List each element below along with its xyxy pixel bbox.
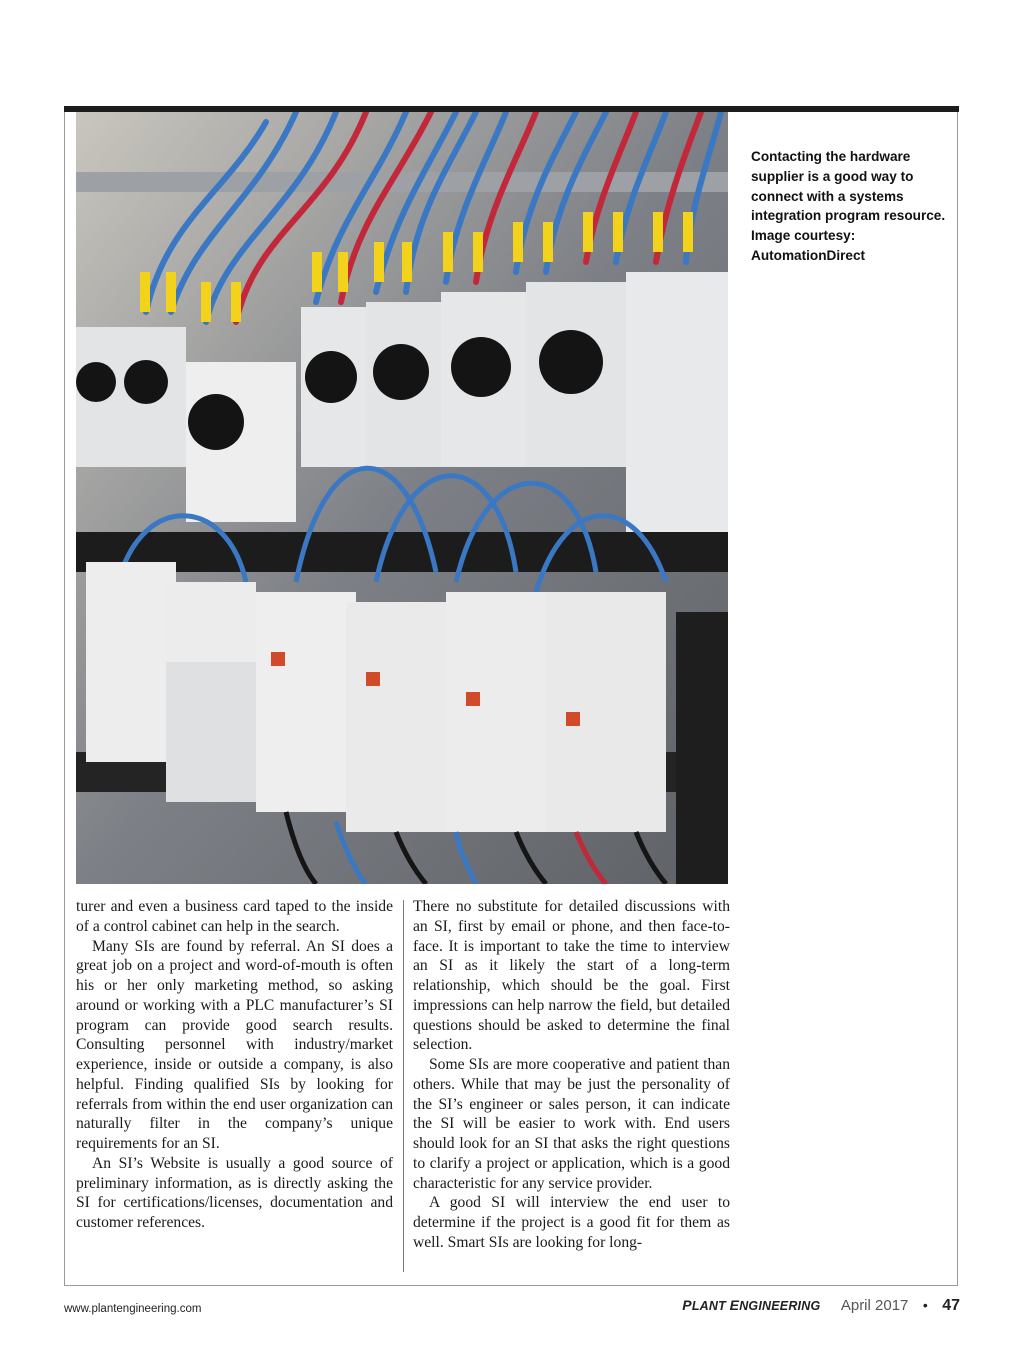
photo-caption: Contacting the hardware supplier is a good way to connect with a systems integration program resource. Image courtesy: AutomationDirect: [751, 149, 946, 263]
page-number: 47: [942, 1297, 960, 1314]
footer-folio: [682, 1297, 960, 1315]
article-column-right: [413, 897, 730, 1253]
footer-url: www.plantengineering.com: [64, 1303, 202, 1315]
column-divider: [403, 900, 404, 1272]
paragraph: A good SI will interview the end user to determine if the project is a good fit for them as well. Smart SIs are looking for long-: [413, 1194, 730, 1251]
issue-date: April 2017: [840, 1297, 909, 1314]
control-cabinet-photo: [76, 112, 728, 884]
article-column-left: [76, 897, 393, 1233]
publication-name: PLANT ENGINEERING: [682, 1297, 821, 1313]
paragraph: Many SIs are found by referral. An SI does a great job on a project and word-of-mouth is often his or her only marketing method, so asking around or working with a PLC manufacturer’s SI program can provide good search results. Consulting personnel with industry/market experience, inside or outside a company, is also helpful. Finding qualified SIs by looking for referrals from within the end user organization can naturally filter in the company’s unique requirements for an SI.: [76, 937, 393, 1152]
paragraph: There no substitute for detailed discussions with an SI, first by email or phone, and then face-to-face. It is important to take the time to interview an SI as it likely the start of a long-term relationship, which should be the goal. First impressions can help narrow the field, but detailed questions should be asked to determine the final selection.: [413, 898, 730, 1054]
paragraph: Some SIs are more cooperative and patient than others. While that may be just the personality of the SI’s engineer or sales person, it can indicate the SI will be easier to work with. End users should look for an SI that asks the right questions to clarify a project or application, which is a good characteristic for any service provider.: [413, 1056, 730, 1192]
paragraph: An SI’s Website is usually a good source of preliminary information, as is directly asking the SI for certifications/licenses, documentation and customer references.: [76, 1154, 393, 1231]
folio-separator: •: [922, 1297, 928, 1313]
control-cabinet-illustration: [76, 112, 728, 884]
paragraph: turer and even a business card taped to the inside of a control cabinet can help in the search.: [76, 898, 393, 935]
